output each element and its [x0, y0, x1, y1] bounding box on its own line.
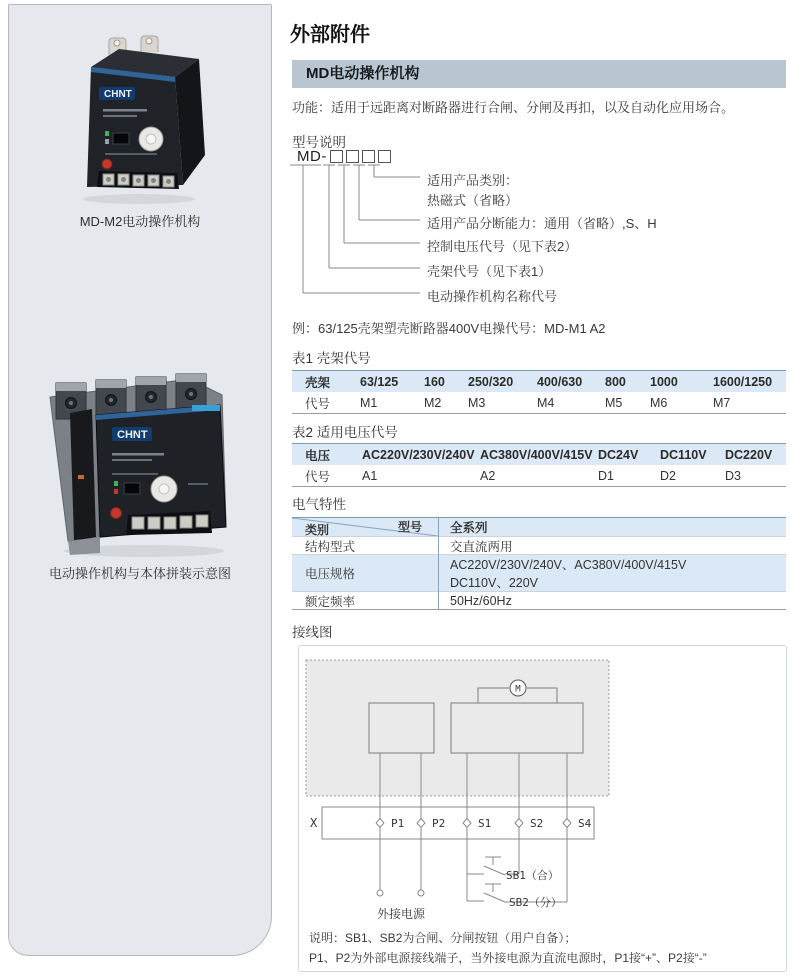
callout-product-category: 适用产品类别： — [427, 173, 519, 188]
td: 代号 — [305, 469, 331, 484]
page-title: 外部附件 — [290, 24, 370, 46]
external-power-label: 外接电源 — [376, 907, 426, 921]
product-caption-1: MD-M2电动操作机构 — [79, 214, 201, 229]
terminal-label-s4: S4 — [578, 817, 592, 830]
th: AC220V/230V/240V — [362, 447, 475, 462]
td: M5 — [605, 395, 623, 410]
th: 160 — [424, 374, 445, 389]
chint-logo-text: CHNT — [104, 89, 132, 100]
td: M4 — [537, 395, 555, 410]
th: 1600/1250 — [713, 374, 773, 389]
row-value-line1: AC220V/230V/240V、AC380V/400V/415V — [450, 558, 687, 572]
table1-data-row — [292, 392, 786, 413]
table1-title: 表1 壳架代号 — [292, 351, 371, 366]
product-caption-2: 电动操作机构与本体拼装示意图 — [48, 566, 231, 581]
row-label: 结构型式 — [305, 539, 356, 554]
table2-data-row — [292, 465, 786, 486]
terminal-label-s2: S2 — [530, 817, 544, 830]
sb1-label: SB1（合） — [506, 869, 559, 882]
model-example: 例：63/125壳架塑壳断路器400V电操代号：MD-M1 A2 — [292, 321, 606, 336]
motor-label: M — [515, 684, 521, 695]
th: DC110V — [660, 447, 707, 462]
th: AC380V/400V/415V — [480, 447, 593, 462]
td: M3 — [468, 395, 486, 410]
callout-thermal-magnetic: 热磁式（省略） — [427, 193, 519, 208]
wiring-diagram-box — [298, 645, 787, 972]
model-callout-lines — [288, 162, 433, 302]
td: M6 — [650, 395, 668, 410]
th: 壳架 — [305, 375, 331, 390]
product-sidebar — [8, 4, 272, 956]
electrical-header-row — [292, 518, 786, 536]
th: DC24V — [598, 447, 639, 462]
th: 250/320 — [468, 374, 514, 389]
product-photo-md-m2 — [65, 33, 215, 209]
electrical-row — [292, 554, 786, 591]
series-header-cell: 全系列 — [450, 521, 488, 535]
row-value-line2: DC110V、220V — [450, 576, 539, 590]
callout-frame-code: 壳架代号（见下表1） — [427, 264, 552, 279]
row-value — [438, 555, 786, 591]
row-value: 交直流两用 — [450, 539, 513, 554]
table1 — [292, 370, 786, 414]
wiring-schematic — [299, 646, 786, 971]
electrical-table — [292, 517, 786, 610]
table2-title: 表2 适用电压代号 — [292, 425, 398, 440]
wiring-note-1: 说明：SB1、SB2为合闸、分闸按钮（用户自备）； — [309, 931, 577, 945]
terminal-label-s1: S1 — [478, 817, 492, 830]
table-divider — [438, 518, 439, 609]
section-header-bar — [292, 60, 786, 88]
function-text: 功能：适用于远距离对断路器进行合闸、分闸及再扣，以及自动化应用场合。 — [292, 100, 735, 115]
td: D2 — [660, 468, 676, 483]
callout-voltage-code: 控制电压代号（见下表2） — [427, 239, 578, 254]
corner-label-model: 型号 — [397, 520, 422, 534]
terminal-label-p2: P2 — [432, 817, 446, 830]
td: D1 — [598, 468, 614, 483]
electrical-row — [292, 536, 786, 554]
product-photo-assembly — [40, 355, 240, 560]
td: A2 — [480, 468, 496, 483]
wiring-title: 接线图 — [292, 625, 333, 640]
td: M1 — [360, 395, 378, 410]
corner-label-category: 类别 — [305, 523, 330, 537]
table1-header-row — [292, 371, 786, 392]
th: 电压 — [305, 448, 331, 463]
strip-label: X — [310, 816, 318, 830]
wiring-note-2: P1、P2为外部电源接线端子，当外接电源为直流电源时，P1接“+”、P2接“-” — [309, 951, 707, 965]
td: M2 — [424, 395, 442, 410]
table2 — [292, 443, 786, 487]
th: DC220V — [725, 447, 773, 462]
callout-breaking-capacity: 适用产品分断能力：通用（省略）,S、H — [427, 216, 657, 231]
th: 800 — [605, 374, 626, 389]
td: M7 — [713, 395, 731, 410]
sb2-label: SB2（分） — [509, 896, 562, 909]
th: 1000 — [650, 374, 678, 389]
td: A1 — [362, 468, 378, 483]
model-heading: 型号说明 — [292, 135, 346, 150]
row-value: 50Hz/60Hz — [450, 593, 512, 608]
th: 400/630 — [537, 374, 583, 389]
row-label: 电压规格 — [305, 567, 356, 581]
section-header-label: MD电动操作机构 — [306, 65, 420, 82]
electrical-title: 电气特性 — [292, 497, 346, 512]
td: D3 — [725, 468, 741, 483]
terminal-label-p1: P1 — [391, 817, 405, 830]
diagonal-header-cell — [292, 518, 438, 536]
chint-logo-text: CHNT — [117, 429, 148, 441]
callout-name-code: 电动操作机构名称代号 — [427, 289, 558, 304]
table2-header-row — [292, 444, 786, 465]
th: 63/125 — [360, 374, 399, 389]
td: 代号 — [305, 396, 331, 411]
model-prefix: MD- — [297, 148, 327, 165]
electrical-row — [292, 591, 786, 609]
row-label: 额定频率 — [305, 594, 356, 609]
